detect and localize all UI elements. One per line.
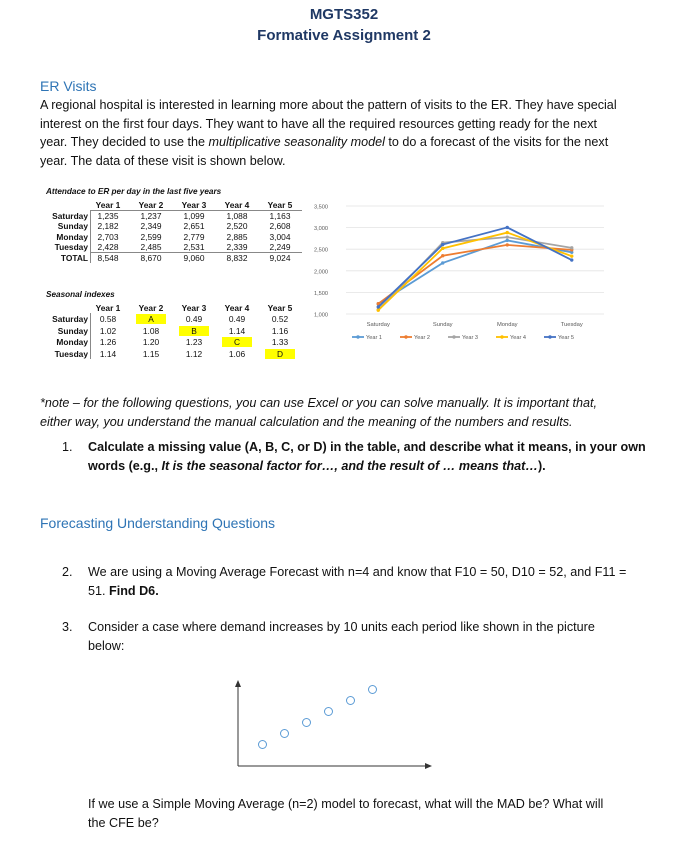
note [40, 394, 640, 431]
legend-item-year-4 [496, 335, 526, 341]
seasonal-table-title: Seasonal indexes [46, 290, 115, 299]
attendance-header-3: Year 3 [181, 200, 207, 210]
attendance-cell: 1,235 [97, 210, 119, 221]
attendance-cell: 1,099 [183, 210, 205, 221]
seasonal-cell: A [136, 314, 166, 324]
seasonal-cell: 1.14 [228, 325, 246, 336]
er-paragraph-line-3: year. They decided to use the multiplicative seasonality model to do a forecast of the visits for the next [40, 135, 609, 149]
seasonal-cell: 0.49 [228, 314, 246, 325]
assignment-title: Formative Assignment 2 [257, 27, 431, 44]
attendance-row-label: Sunday [57, 221, 88, 232]
seasonal-divider [90, 313, 91, 359]
series-point-year-4 [506, 231, 509, 234]
attendance-cell: 9,024 [269, 253, 291, 263]
series-point-year-5 [570, 258, 573, 261]
attendance-header-2: Year 2 [138, 200, 164, 210]
series-point-year-2 [506, 243, 509, 246]
series-point-year-4 [441, 247, 444, 250]
seasonal-cell: 1.08 [142, 325, 160, 336]
attendance-cell: 2,885 [226, 231, 248, 242]
attendance-cell: 2,779 [183, 231, 205, 242]
legend-item-year-1 [352, 335, 382, 341]
attendance-table [46, 187, 302, 277]
question-3-number: 3. [62, 620, 73, 634]
y-tick-label: 3,000 [314, 226, 328, 233]
attendance-cell: 9,060 [183, 253, 205, 263]
question-3-line-2: below: [88, 638, 125, 653]
series-point-year-2 [441, 254, 444, 257]
attendance-cell: 1,163 [269, 210, 291, 221]
seasonal-cell: B [179, 326, 209, 336]
question-2-line-1: We are using a Moving Average Forecast with n=4 and know that F10 = 50, D10 = 52, and F11 = [88, 565, 627, 579]
y-tick-label: 1,000 [314, 312, 328, 319]
svg-text:Year 1: Year 1 [366, 335, 382, 341]
attendance-cell: 1,237 [140, 210, 162, 221]
series-point-year-3 [570, 246, 573, 249]
demand-point [258, 740, 267, 749]
note-line-2: either way, you understand the manual calculation and the meaning of the numbers and results. [40, 414, 573, 429]
note-line-1: *note – for the following questions, you can use Excel or you can solve manually. It is important that, [40, 396, 597, 410]
attendance-cell: 2,485 [140, 242, 162, 253]
attendance-header-1: Year 1 [95, 200, 121, 210]
question-1 [62, 438, 646, 478]
forecasting-heading: Forecasting Understanding Questions [40, 515, 276, 531]
legend-item-year-5 [544, 335, 574, 341]
y-tick-label: 1,500 [314, 290, 328, 297]
attendance-table-title: Attendace to ER per day in the last five years [46, 187, 222, 196]
seasonal-row-label: Sunday [57, 325, 88, 336]
series-point-year-4 [570, 254, 573, 257]
seasonal-row-label: Tuesday [54, 348, 88, 359]
y-tick-label: 2,000 [314, 269, 328, 276]
series-point-year-1 [506, 239, 509, 242]
seasonal-cell: 1.14 [99, 348, 117, 359]
seasonal-cell: 1.26 [99, 337, 117, 348]
attendance-cell: 2,349 [140, 221, 162, 232]
demand-point [280, 729, 289, 738]
attendance-cell: 8,670 [140, 253, 162, 263]
svg-text:Year 3: Year 3 [462, 335, 478, 341]
seasonal-table [46, 290, 302, 370]
seasonal-row-label: Saturday [52, 314, 88, 325]
y-tick-label: 3,500 [314, 204, 328, 211]
attendance-cell: 2,703 [97, 231, 119, 242]
series-point-year-4 [377, 308, 380, 311]
seasonal-cell: 1.33 [271, 337, 289, 348]
attendance-cell: 2,651 [183, 221, 205, 232]
x-tick-label: Monday [496, 322, 518, 328]
attendance-cell: 8,548 [97, 253, 119, 263]
series-point-year-1 [441, 261, 444, 264]
course-title: MGTS352 [309, 6, 379, 23]
attendance-header-4: Year 4 [224, 200, 250, 210]
seasonal-cell: 1.23 [185, 337, 203, 348]
er-paragraph-line-2: interest on the first four days. They want to have all the required resources getting ready for the next [40, 116, 597, 131]
series-line-year-4 [378, 233, 572, 311]
x-tick-label: Sunday [432, 322, 453, 328]
attendance-row-label: Tuesday [54, 242, 88, 253]
attendance-cell: 2,599 [140, 231, 162, 242]
svg-text:Year 4: Year 4 [510, 335, 526, 341]
attendance-cell: 2,182 [97, 221, 119, 232]
x-tick-label: Saturday [366, 322, 390, 328]
seasonal-cell: 0.49 [185, 314, 203, 325]
question-3-followup-line-2: the CFE be? [88, 815, 159, 830]
attendance-cell: 2,520 [226, 221, 248, 232]
seasonal-header-1: Year 1 [95, 303, 121, 313]
attendance-cell: 2,428 [97, 242, 119, 253]
demand-point [368, 685, 377, 694]
seasonal-header-2: Year 2 [138, 303, 164, 313]
question-2-line-2: 51. Find D6. [88, 583, 159, 598]
seasonal-cell: 1.06 [228, 348, 246, 359]
svg-text:Year 5: Year 5 [558, 335, 574, 341]
question-2 [62, 563, 642, 603]
seasonal-cell: 1.12 [185, 348, 203, 359]
seasonal-cell: D [265, 349, 295, 359]
er-visits-chart-svg [308, 197, 608, 359]
attendance-top-rule [90, 210, 302, 211]
seasonal-cell: 1.20 [142, 337, 160, 348]
question-3-line-1: Consider a case where demand increases by 10 units each period like shown in the picture [88, 620, 595, 634]
demand-point [324, 707, 333, 716]
seasonal-cell: 1.15 [142, 348, 160, 359]
y-tick-label: 2,500 [314, 247, 328, 254]
seasonal-cell: 0.52 [271, 314, 289, 325]
question-2-number: 2. [62, 565, 73, 579]
er-visits-heading: ER Visits [40, 78, 97, 94]
seasonal-header-3: Year 3 [181, 303, 207, 313]
attendance-cell: 1,088 [226, 210, 248, 221]
question-1-line-2: words (e.g., It is the seasonal factor for…, and the result of … means that…). [88, 458, 546, 473]
attendance-cell: 3,004 [269, 231, 291, 242]
seasonal-cell: 0.58 [99, 314, 117, 325]
x-tick-label: Tuesday [560, 322, 583, 328]
attendance-row-label: Saturday [52, 210, 88, 221]
question-1-number: 1. [62, 440, 73, 454]
attendance-cell: 2,531 [183, 242, 205, 253]
attendance-cell: 2,249 [269, 242, 291, 253]
question-3-followup-line-1: If we use a Simple Moving Average (n=2) model to forecast, what will the MAD be? What will [88, 797, 604, 811]
attendance-divider [90, 210, 91, 263]
seasonal-cell: C [222, 337, 252, 347]
seasonal-cell: 1.16 [271, 325, 289, 336]
series-point-year-3 [506, 235, 509, 238]
series-point-year-5 [506, 226, 509, 229]
question-1-line-1: Calculate a missing value (A, B, C, or D) in the table, and describe what it means, in your own [88, 440, 646, 454]
legend-item-year-3 [448, 335, 478, 341]
demand-point [302, 718, 311, 727]
question-3 [62, 618, 642, 658]
attendance-cell: 2,339 [226, 242, 248, 253]
seasonal-row-label: Monday [56, 337, 88, 348]
attendance-row-label: Monday [56, 231, 88, 242]
er-visits-chart [308, 197, 608, 359]
svg-text:Year 2: Year 2 [414, 335, 430, 341]
demand-point [346, 696, 355, 705]
er-paragraph-line-4: year. The data of these visit is shown below. [40, 153, 286, 168]
er-paragraph [40, 96, 640, 170]
attendance-cell: 2,608 [269, 221, 291, 232]
seasonal-header-5: Year 5 [267, 303, 293, 313]
series-line-year-2 [378, 245, 572, 304]
series-point-year-5 [441, 243, 444, 246]
attendance-row-label: TOTAL [60, 253, 88, 263]
attendance-header-5: Year 5 [267, 200, 293, 210]
seasonal-header-4: Year 4 [224, 303, 250, 313]
attendance-total-rule [90, 252, 302, 253]
series-point-year-5 [377, 305, 380, 308]
demand-axes [228, 676, 440, 774]
question-3-followup [62, 795, 642, 835]
seasonal-cell: 1.02 [99, 325, 117, 336]
er-paragraph-line-1: A regional hospital is interested in learning more about the pattern of visits to the ER. They have special [40, 98, 617, 112]
attendance-cell: 8,832 [226, 253, 248, 263]
legend-item-year-2 [400, 335, 430, 341]
demand-illustration [228, 676, 440, 774]
